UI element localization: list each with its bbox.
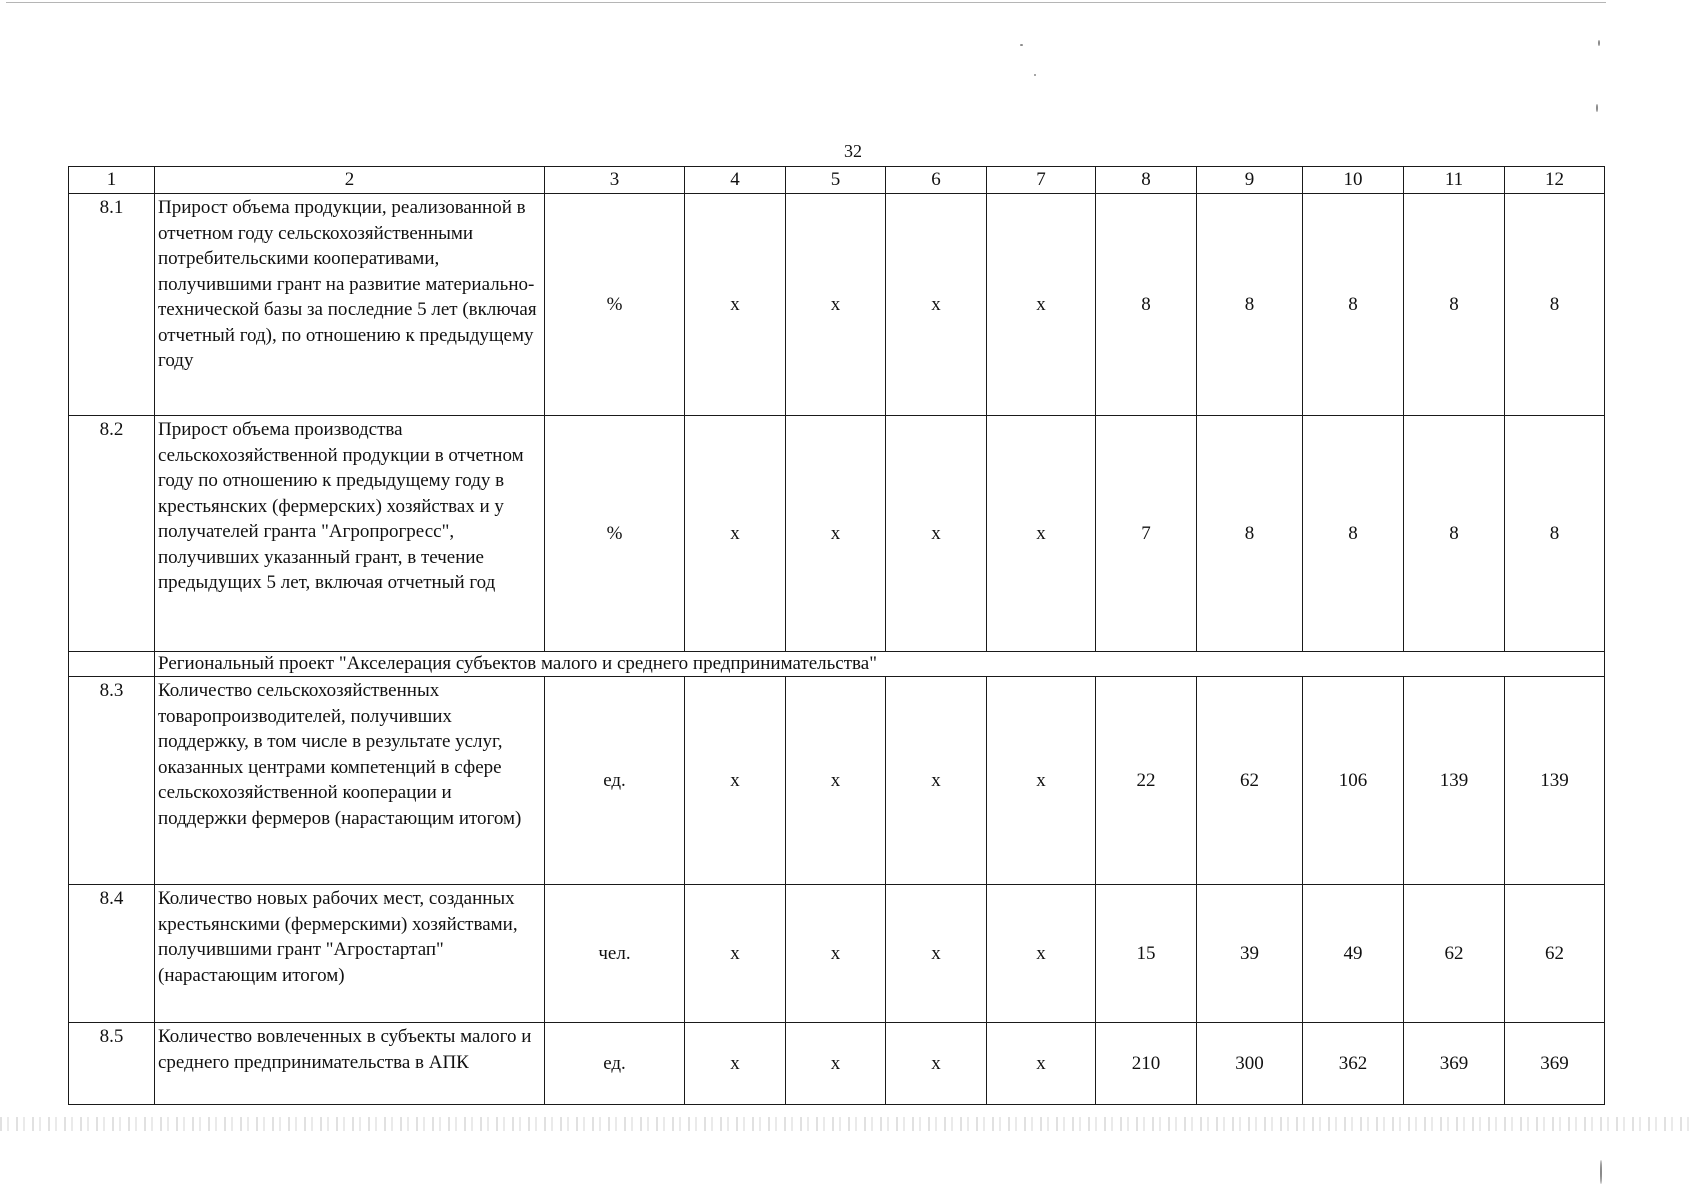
- value-cell: 62: [1404, 885, 1505, 1023]
- value-cell: 139: [1404, 677, 1505, 885]
- value-cell: 22: [1096, 677, 1197, 885]
- indicator-number-cell: 8.3: [69, 677, 155, 885]
- value-cell: 300: [1197, 1023, 1303, 1105]
- value-cell: х: [987, 885, 1096, 1023]
- value-cell: х: [886, 885, 987, 1023]
- column-number-cell: 8: [1096, 167, 1197, 194]
- section-heading: Региональный проект "Акселерация субъектов малого и среднего предпринимательства": [155, 652, 1605, 677]
- value-cell: х: [886, 416, 987, 652]
- value-cell: 106: [1303, 677, 1404, 885]
- value-cell: 62: [1505, 885, 1605, 1023]
- table-row: [69, 416, 1605, 652]
- value-cell: 139: [1505, 677, 1605, 885]
- value-cell: 7: [1096, 416, 1197, 652]
- column-number-cell: 10: [1303, 167, 1404, 194]
- value-cell: 8: [1404, 416, 1505, 652]
- value-cell: х: [987, 194, 1096, 416]
- table-row: [69, 677, 1605, 885]
- column-number-cell: 12: [1505, 167, 1605, 194]
- indicator-number-cell: 8.2: [69, 416, 155, 652]
- scan-speck: [1020, 44, 1023, 46]
- indicators-table: [68, 166, 1605, 1105]
- scan-speck: [1596, 104, 1598, 112]
- value-cell: х: [987, 416, 1096, 652]
- indicator-number-cell: 8.4: [69, 885, 155, 1023]
- column-number-cell: 4: [685, 167, 786, 194]
- table-row: [69, 1023, 1605, 1105]
- value-cell: 369: [1404, 1023, 1505, 1105]
- column-number-cell: 2: [155, 167, 545, 194]
- unit-cell: ед.: [545, 1023, 685, 1105]
- value-cell: 362: [1303, 1023, 1404, 1105]
- unit-cell: чел.: [545, 885, 685, 1023]
- value-cell: 8: [1505, 416, 1605, 652]
- section-heading-row: [69, 652, 1605, 677]
- scan-noise-strip: [0, 1117, 1694, 1131]
- column-number-cell: 1: [69, 167, 155, 194]
- unit-cell: %: [545, 194, 685, 416]
- value-cell: х: [886, 677, 987, 885]
- value-cell: 8: [1303, 194, 1404, 416]
- value-cell: х: [786, 194, 886, 416]
- value-cell: 8: [1505, 194, 1605, 416]
- value-cell: 8: [1096, 194, 1197, 416]
- value-cell: 8: [1197, 194, 1303, 416]
- value-cell: х: [786, 416, 886, 652]
- unit-cell: %: [545, 416, 685, 652]
- value-cell: х: [786, 885, 886, 1023]
- value-cell: 49: [1303, 885, 1404, 1023]
- value-cell: х: [685, 194, 786, 416]
- value-cell: х: [786, 677, 886, 885]
- table-row: [69, 194, 1605, 416]
- column-number-cell: 9: [1197, 167, 1303, 194]
- value-cell: х: [886, 194, 987, 416]
- value-cell: 8: [1404, 194, 1505, 416]
- value-cell: 369: [1505, 1023, 1605, 1105]
- value-cell: 62: [1197, 677, 1303, 885]
- unit-cell: ед.: [545, 677, 685, 885]
- value-cell: х: [987, 677, 1096, 885]
- scan-speck: [1034, 74, 1036, 76]
- table-row: [69, 885, 1605, 1023]
- scan-speck: [1598, 40, 1600, 46]
- indicator-name-cell: Количество вовлеченных в субъекты малого и среднего предпринимательства в АПК: [155, 1023, 545, 1105]
- scan-top-edge-line: [6, 2, 1606, 3]
- indicator-name-cell: Прирост объема производства сельскохозяйственной продукции в отчетном году по отношению к предыдущему году в крестьянских (фермерских) хозяйствах и у получателей гранта "Агропрогресс", получивших указанный грант, в течение предыдущих 5 лет, включая отчетный год: [155, 416, 545, 652]
- page-number: 32: [844, 141, 862, 161]
- value-cell: 8: [1197, 416, 1303, 652]
- indicator-name-cell: Количество сельскохозяйственных товаропроизводителей, получивших поддержку, в том числе в результате услуг, оказанных центрами компетенций в сфере сельскохозяйственной кооперации и поддержки фермеров (нарастающим итогом): [155, 677, 545, 885]
- value-cell: 39: [1197, 885, 1303, 1023]
- value-cell: х: [886, 1023, 987, 1105]
- column-number-cell: 6: [886, 167, 987, 194]
- section-number-cell: [69, 652, 155, 677]
- column-number-row: [69, 167, 1605, 194]
- value-cell: х: [685, 416, 786, 652]
- value-cell: х: [685, 1023, 786, 1105]
- value-cell: 8: [1303, 416, 1404, 652]
- column-number-cell: 7: [987, 167, 1096, 194]
- scan-speck: [1600, 1160, 1602, 1184]
- value-cell: х: [987, 1023, 1096, 1105]
- column-number-cell: 5: [786, 167, 886, 194]
- value-cell: х: [685, 677, 786, 885]
- value-cell: 210: [1096, 1023, 1197, 1105]
- indicator-name-cell: Количество новых рабочих мест, созданных крестьянскими (фермерскими) хозяйствами, получившими грант "Агростартап" (нарастающим итогом): [155, 885, 545, 1023]
- column-number-cell: 3: [545, 167, 685, 194]
- indicator-name-cell: Прирост объема продукции, реализованной в отчетном году сельскохозяйственными потребительскими кооперативами, получившими грант на развитие материально-технической базы за последние 5 лет (включая отчетный год), по отношению к предыдущему году: [155, 194, 545, 416]
- value-cell: 15: [1096, 885, 1197, 1023]
- value-cell: х: [685, 885, 786, 1023]
- indicator-number-cell: 8.5: [69, 1023, 155, 1105]
- value-cell: х: [786, 1023, 886, 1105]
- column-number-cell: 11: [1404, 167, 1505, 194]
- indicator-number-cell: 8.1: [69, 194, 155, 416]
